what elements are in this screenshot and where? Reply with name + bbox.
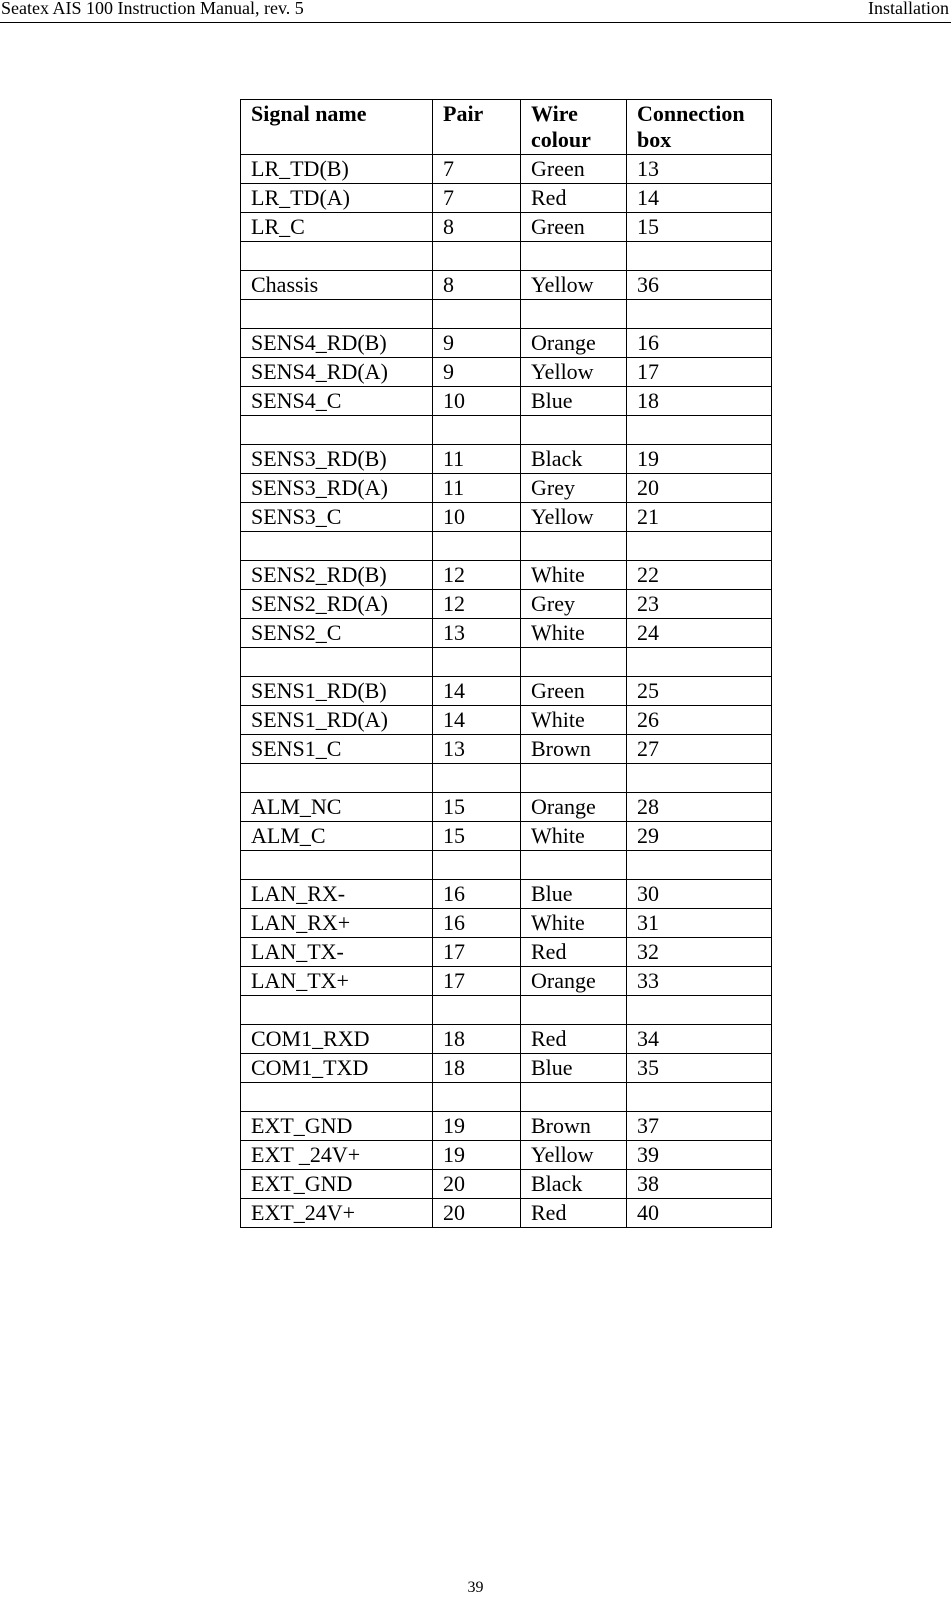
cell-pair: 11 xyxy=(433,445,521,474)
cell-signal-name: SENS2_RD(A) xyxy=(241,590,433,619)
cell-signal-name: ALM_NC xyxy=(241,793,433,822)
cell-connection-box: 17 xyxy=(627,358,772,387)
cell-connection-box: 27 xyxy=(627,735,772,764)
table-row xyxy=(241,358,772,387)
cell-connection-box: 40 xyxy=(627,1199,772,1228)
cell-pair: 19 xyxy=(433,1112,521,1141)
cell-pair xyxy=(433,532,521,561)
cell-wire-colour: Grey xyxy=(521,590,627,619)
cell-pair: 12 xyxy=(433,590,521,619)
cell-connection-box: 19 xyxy=(627,445,772,474)
table-row xyxy=(241,648,772,677)
cell-wire-colour xyxy=(521,416,627,445)
cell-signal-name: SENS2_C xyxy=(241,619,433,648)
cell-pair xyxy=(433,851,521,880)
cell-pair: 19 xyxy=(433,1141,521,1170)
cell-signal-name: LAN_RX- xyxy=(241,880,433,909)
cell-pair: 15 xyxy=(433,822,521,851)
cell-pair xyxy=(433,648,521,677)
cell-wire-colour: White xyxy=(521,909,627,938)
table-row xyxy=(241,851,772,880)
table-row xyxy=(241,387,772,416)
cell-signal-name xyxy=(241,996,433,1025)
cell-wire-colour: White xyxy=(521,561,627,590)
cell-signal-name: EXT_GND xyxy=(241,1170,433,1199)
cell-pair: 8 xyxy=(433,271,521,300)
cell-wire-colour: Blue xyxy=(521,880,627,909)
cell-connection-box xyxy=(627,851,772,880)
cell-signal-name: LAN_RX+ xyxy=(241,909,433,938)
cell-signal-name: SENS2_RD(B) xyxy=(241,561,433,590)
cell-signal-name: LR_TD(A) xyxy=(241,184,433,213)
cell-wire-colour: Orange xyxy=(521,793,627,822)
cell-signal-name xyxy=(241,851,433,880)
cell-pair: 13 xyxy=(433,735,521,764)
table-row xyxy=(241,1170,772,1199)
cell-connection-box xyxy=(627,300,772,329)
table-row xyxy=(241,532,772,561)
cell-wire-colour: Green xyxy=(521,677,627,706)
cell-connection-box: 21 xyxy=(627,503,772,532)
column-header-connection-box: Connection box xyxy=(627,100,772,155)
table-row xyxy=(241,1141,772,1170)
cell-connection-box: 20 xyxy=(627,474,772,503)
cell-wire-colour: Red xyxy=(521,184,627,213)
table-body xyxy=(241,155,772,1228)
cell-connection-box: 23 xyxy=(627,590,772,619)
cell-signal-name xyxy=(241,648,433,677)
cell-signal-name: SENS4_RD(A) xyxy=(241,358,433,387)
cell-wire-colour: White xyxy=(521,706,627,735)
cell-wire-colour: Blue xyxy=(521,1054,627,1083)
cell-connection-box xyxy=(627,996,772,1025)
cell-pair: 14 xyxy=(433,677,521,706)
cell-signal-name xyxy=(241,532,433,561)
cell-signal-name: SENS3_RD(A) xyxy=(241,474,433,503)
table-row xyxy=(241,793,772,822)
cell-pair: 17 xyxy=(433,967,521,996)
table-row xyxy=(241,155,772,184)
cell-connection-box xyxy=(627,532,772,561)
cell-signal-name xyxy=(241,300,433,329)
table-row xyxy=(241,503,772,532)
cell-signal-name: EXT_24V+ xyxy=(241,1199,433,1228)
table-row xyxy=(241,445,772,474)
table-row xyxy=(241,184,772,213)
table-row xyxy=(241,1112,772,1141)
cell-pair: 11 xyxy=(433,474,521,503)
cell-signal-name: SENS1_RD(A) xyxy=(241,706,433,735)
cell-pair: 18 xyxy=(433,1054,521,1083)
cell-signal-name xyxy=(241,242,433,271)
cell-pair xyxy=(433,242,521,271)
cell-wire-colour: Red xyxy=(521,938,627,967)
table-row xyxy=(241,735,772,764)
cell-wire-colour: White xyxy=(521,822,627,851)
page-number: 39 xyxy=(467,1579,484,1596)
cell-wire-colour xyxy=(521,532,627,561)
column-header-pair: Pair xyxy=(433,100,521,155)
cell-signal-name: SENS4_RD(B) xyxy=(241,329,433,358)
cell-wire-colour xyxy=(521,648,627,677)
cell-connection-box: 15 xyxy=(627,213,772,242)
cell-connection-box: 28 xyxy=(627,793,772,822)
cell-signal-name xyxy=(241,416,433,445)
cell-connection-box: 30 xyxy=(627,880,772,909)
cell-wire-colour: Black xyxy=(521,445,627,474)
cell-wire-colour: Green xyxy=(521,155,627,184)
cell-connection-box: 31 xyxy=(627,909,772,938)
cell-signal-name: LAN_TX- xyxy=(241,938,433,967)
cell-wire-colour: Blue xyxy=(521,387,627,416)
cell-pair: 10 xyxy=(433,503,521,532)
signal-connection-table xyxy=(240,99,772,1228)
cell-pair: 7 xyxy=(433,155,521,184)
cell-connection-box: 26 xyxy=(627,706,772,735)
cell-signal-name: EXT_GND xyxy=(241,1112,433,1141)
table-header-row xyxy=(241,100,772,155)
cell-pair: 16 xyxy=(433,880,521,909)
cell-wire-colour: Black xyxy=(521,1170,627,1199)
cell-connection-box: 13 xyxy=(627,155,772,184)
cell-signal-name: SENS1_C xyxy=(241,735,433,764)
table-row xyxy=(241,1054,772,1083)
cell-connection-box: 35 xyxy=(627,1054,772,1083)
cell-wire-colour: Orange xyxy=(521,329,627,358)
table-row xyxy=(241,271,772,300)
cell-pair xyxy=(433,996,521,1025)
cell-connection-box: 18 xyxy=(627,387,772,416)
table-row xyxy=(241,1083,772,1112)
cell-connection-box: 39 xyxy=(627,1141,772,1170)
cell-connection-box: 38 xyxy=(627,1170,772,1199)
table-row xyxy=(241,619,772,648)
cell-pair xyxy=(433,416,521,445)
cell-wire-colour: Red xyxy=(521,1199,627,1228)
cell-signal-name: COM1_RXD xyxy=(241,1025,433,1054)
cell-wire-colour: Orange xyxy=(521,967,627,996)
cell-pair xyxy=(433,1083,521,1112)
table-row xyxy=(241,706,772,735)
cell-signal-name: ALM_C xyxy=(241,822,433,851)
cell-pair: 8 xyxy=(433,213,521,242)
cell-pair: 10 xyxy=(433,387,521,416)
cell-wire-colour xyxy=(521,851,627,880)
table-row xyxy=(241,329,772,358)
table-row xyxy=(241,909,772,938)
cell-wire-colour xyxy=(521,1083,627,1112)
cell-signal-name: SENS3_C xyxy=(241,503,433,532)
cell-wire-colour: Brown xyxy=(521,735,627,764)
column-header-signal-name: Signal name xyxy=(241,100,433,155)
cell-connection-box: 24 xyxy=(627,619,772,648)
cell-connection-box: 29 xyxy=(627,822,772,851)
table-row xyxy=(241,474,772,503)
cell-connection-box xyxy=(627,242,772,271)
cell-pair: 20 xyxy=(433,1199,521,1228)
page-header xyxy=(0,0,951,23)
cell-wire-colour: Grey xyxy=(521,474,627,503)
cell-connection-box xyxy=(627,416,772,445)
cell-pair: 17 xyxy=(433,938,521,967)
table-row xyxy=(241,300,772,329)
cell-connection-box: 14 xyxy=(627,184,772,213)
cell-signal-name: EXT _24V+ xyxy=(241,1141,433,1170)
column-header-wire-colour: Wire colour xyxy=(521,100,627,155)
cell-pair: 14 xyxy=(433,706,521,735)
table-row xyxy=(241,880,772,909)
table-row xyxy=(241,242,772,271)
table-row xyxy=(241,561,772,590)
cell-signal-name xyxy=(241,764,433,793)
cell-wire-colour: Green xyxy=(521,213,627,242)
cell-wire-colour: Brown xyxy=(521,1112,627,1141)
cell-wire-colour: Red xyxy=(521,1025,627,1054)
cell-pair: 12 xyxy=(433,561,521,590)
cell-signal-name: LAN_TX+ xyxy=(241,967,433,996)
cell-pair: 15 xyxy=(433,793,521,822)
cell-pair: 7 xyxy=(433,184,521,213)
cell-connection-box: 16 xyxy=(627,329,772,358)
cell-pair xyxy=(433,300,521,329)
cell-wire-colour xyxy=(521,996,627,1025)
cell-wire-colour: Yellow xyxy=(521,271,627,300)
cell-wire-colour xyxy=(521,242,627,271)
cell-pair xyxy=(433,764,521,793)
cell-wire-colour: Yellow xyxy=(521,358,627,387)
table-row xyxy=(241,1199,772,1228)
cell-connection-box xyxy=(627,1083,772,1112)
cell-pair: 9 xyxy=(433,329,521,358)
cell-connection-box: 33 xyxy=(627,967,772,996)
header-section-title: Installation xyxy=(868,0,949,18)
cell-pair: 20 xyxy=(433,1170,521,1199)
cell-wire-colour xyxy=(521,764,627,793)
cell-signal-name: SENS3_RD(B) xyxy=(241,445,433,474)
cell-wire-colour: Yellow xyxy=(521,503,627,532)
table-row xyxy=(241,996,772,1025)
cell-pair: 13 xyxy=(433,619,521,648)
cell-wire-colour: Yellow xyxy=(521,1141,627,1170)
table-row xyxy=(241,677,772,706)
cell-pair: 16 xyxy=(433,909,521,938)
cell-connection-box: 36 xyxy=(627,271,772,300)
table-row xyxy=(241,967,772,996)
cell-signal-name: Chassis xyxy=(241,271,433,300)
cell-connection-box: 22 xyxy=(627,561,772,590)
table-row xyxy=(241,213,772,242)
table-row xyxy=(241,822,772,851)
cell-connection-box: 25 xyxy=(627,677,772,706)
cell-signal-name xyxy=(241,1083,433,1112)
cell-connection-box: 34 xyxy=(627,1025,772,1054)
table-row xyxy=(241,1025,772,1054)
cell-connection-box xyxy=(627,764,772,793)
table-row xyxy=(241,764,772,793)
cell-wire-colour: White xyxy=(521,619,627,648)
cell-signal-name: COM1_TXD xyxy=(241,1054,433,1083)
cell-connection-box: 37 xyxy=(627,1112,772,1141)
cell-signal-name: SENS4_C xyxy=(241,387,433,416)
cell-pair: 9 xyxy=(433,358,521,387)
header-document-title: Seatex AIS 100 Instruction Manual, rev. 5 xyxy=(1,0,304,18)
cell-signal-name: SENS1_RD(B) xyxy=(241,677,433,706)
table-row xyxy=(241,590,772,619)
cell-connection-box: 32 xyxy=(627,938,772,967)
cell-pair: 18 xyxy=(433,1025,521,1054)
table-row xyxy=(241,416,772,445)
cell-connection-box xyxy=(627,648,772,677)
cell-wire-colour xyxy=(521,300,627,329)
table-row xyxy=(241,938,772,967)
cell-signal-name: LR_C xyxy=(241,213,433,242)
cell-signal-name: LR_TD(B) xyxy=(241,155,433,184)
